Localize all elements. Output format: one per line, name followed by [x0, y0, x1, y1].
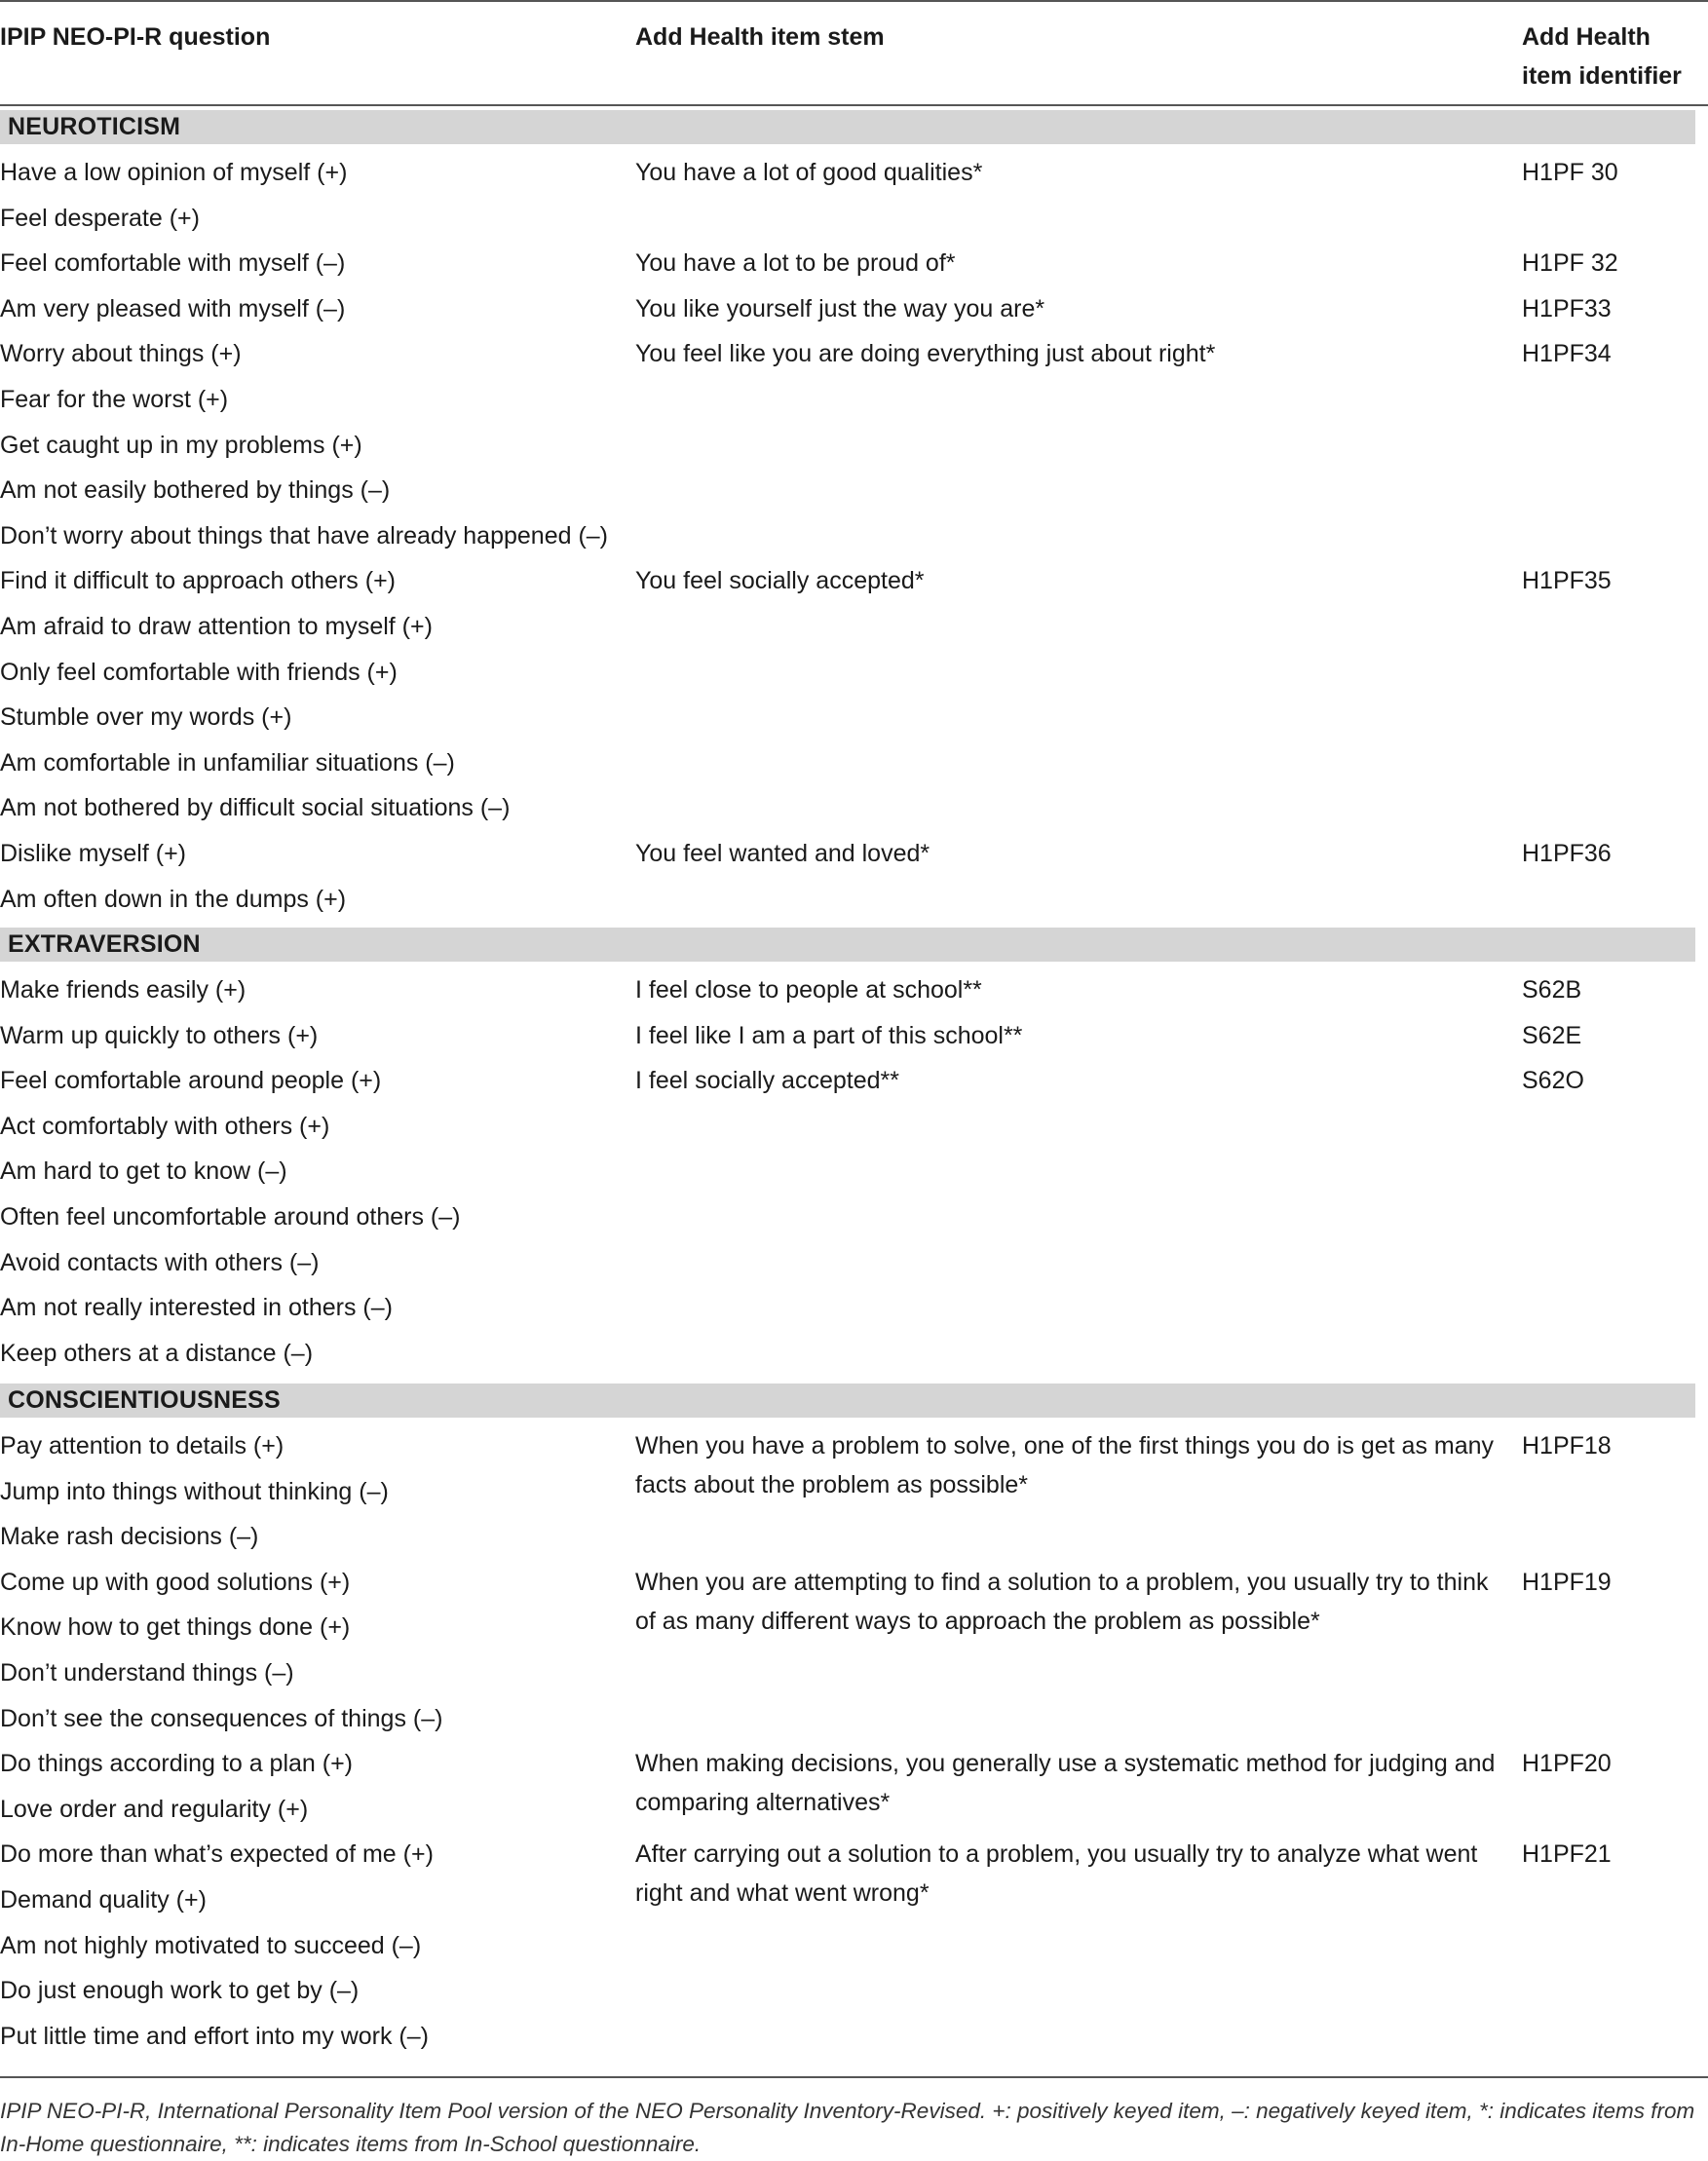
table-row: [0, 2017, 1708, 2062]
section-header: [0, 928, 1695, 962]
ipip-question-cell: Do just enough work to get by (–): [0, 1977, 360, 2005]
add-health-identifier-cell: H1PF21: [1522, 1840, 1612, 1869]
table-row: [0, 1608, 1708, 1652]
ipip-question-cell: Love order and regularity (+): [0, 1795, 309, 1823]
table-row: [0, 1016, 1708, 1061]
table-row: [0, 1472, 1708, 1517]
table-row: [0, 1653, 1708, 1698]
add-health-identifier-cell: H1PF33: [1522, 294, 1612, 322]
ipip-question-cell: Fear for the worst (+): [0, 386, 229, 413]
ipip-question-cell: Warm up quickly to others (+): [0, 1021, 319, 1049]
add-health-identifier-cell: S62O: [1522, 1067, 1584, 1095]
table-row: [0, 516, 1708, 561]
table-row: [0, 607, 1708, 652]
section-title: NEUROTICISM: [8, 113, 181, 140]
ipip-question-cell: Keep others at a distance (–): [0, 1339, 314, 1367]
table-row: [0, 653, 1708, 698]
table-row: [0, 698, 1708, 742]
ipip-question-cell: Feel comfortable around people (+): [0, 1067, 382, 1095]
ipip-question-cell: Am not bothered by difficult social situations (–): [0, 794, 511, 822]
table-row: [0, 471, 1708, 515]
add-health-stem-cell: You like yourself just the way you are*: [635, 294, 1045, 322]
section-header: [0, 110, 1695, 144]
ipip-question-cell: Avoid contacts with others (–): [0, 1248, 320, 1276]
ipip-question-cell: Worry about things (+): [0, 340, 242, 368]
ipip-question-cell: Feel comfortable with myself (–): [0, 249, 346, 278]
ipip-question-cell: Am not highly motivated to succeed (–): [0, 1931, 422, 1959]
table-row: [0, 561, 1708, 606]
ipip-question-cell: Am often down in the dumps (+): [0, 885, 347, 913]
table-row: [0, 743, 1708, 788]
ipip-question-cell: Feel desperate (+): [0, 204, 200, 232]
table-row: [0, 1061, 1708, 1106]
table-row: [0, 880, 1708, 925]
add-health-stem-cell: After carrying out a solution to a problem, you usually try to analyze what went right and what went wrong*: [635, 1840, 1478, 1908]
table-bottom-rule: [0, 2076, 1708, 2078]
add-health-identifier-cell: S62B: [1522, 976, 1582, 1004]
ipip-question-cell: Act comfortably with others (+): [0, 1112, 330, 1140]
add-health-stem-cell: I feel socially accepted**: [635, 1067, 899, 1095]
ipip-question-cell: Jump into things without thinking (–): [0, 1477, 389, 1505]
table-row: [0, 380, 1708, 425]
add-health-stem-cell: I feel like I am a part of this school**: [635, 1021, 1023, 1049]
header-add-health-stem: Add Health item stem: [635, 23, 885, 51]
table-row: [0, 334, 1708, 379]
section-title: EXTRAVERSION: [8, 930, 201, 958]
table-footnote: IPIP NEO-PI-R, International Personality Item Pool version of the NEO Personality Inventory-Revised. +: positively keyed item, –: negatively keyed item, *: indicates items from In-Home questionnaire, **: indicates items from In-School questionnaire.: [0, 2099, 1695, 2156]
add-health-identifier-cell: H1PF35: [1522, 567, 1612, 595]
ipip-question-cell: Get caught up in my problems (+): [0, 431, 362, 459]
ipip-question-cell: Demand quality (+): [0, 1886, 207, 1914]
add-health-identifier-cell: H1PF34: [1522, 340, 1612, 368]
ipip-question-cell: Do more than what’s expected of me (+): [0, 1840, 434, 1869]
table-row: [0, 1880, 1708, 1925]
header-rule: [0, 104, 1708, 106]
ipip-question-cell: Don’t understand things (–): [0, 1659, 294, 1687]
table-row: [0, 289, 1708, 334]
add-health-stem-cell: You have a lot of good qualities*: [635, 159, 983, 186]
ipip-question-cell: Am not easily bothered by things (–): [0, 476, 391, 505]
header-add-health-identifier: [1522, 18, 1682, 95]
header-identifier-line2: item identifier: [1522, 62, 1682, 90]
add-health-identifier-cell: H1PF 32: [1522, 249, 1618, 278]
ipip-question-cell: Am very pleased with myself (–): [0, 294, 346, 322]
add-health-stem-cell: When making decisions, you generally use a systematic method for judging and comparing alternatives*: [635, 1750, 1496, 1817]
ipip-question-cell: Pay attention to details (+): [0, 1432, 285, 1460]
table-row: [0, 1288, 1708, 1333]
add-health-identifier-cell: H1PF 30: [1522, 159, 1618, 186]
table-row: [0, 1197, 1708, 1242]
table-row: [0, 153, 1708, 198]
table-row: [0, 1699, 1708, 1744]
table-top-rule: [0, 0, 1708, 2]
add-health-stem-cell: I feel close to people at school**: [635, 976, 982, 1004]
add-health-stem-cell: When you have a problem to solve, one of the first things you do is get as many facts about the problem as possible*: [635, 1432, 1495, 1498]
add-health-identifier-cell: H1PF20: [1522, 1750, 1612, 1778]
add-health-identifier-cell: S62E: [1522, 1021, 1582, 1049]
add-health-stem-cell: You feel like you are doing everything just about right*: [635, 340, 1216, 368]
table-row: [0, 199, 1708, 244]
header-ipip-question: IPIP NEO-PI-R question: [0, 23, 271, 51]
ipip-question-cell: Make rash decisions (–): [0, 1523, 259, 1551]
ipip-question-cell: Stumble over my words (+): [0, 703, 292, 732]
ipip-question-cell: Dislike myself (+): [0, 840, 186, 867]
ipip-question-cell: Come up with good solutions (+): [0, 1568, 351, 1596]
section-header: [0, 1384, 1695, 1418]
add-health-identifier-cell: H1PF18: [1522, 1432, 1612, 1460]
add-health-stem-cell: You have a lot to be proud of*: [635, 249, 956, 278]
ipip-question-cell: Know how to get things done (+): [0, 1613, 351, 1642]
ipip-question-cell: Make friends easily (+): [0, 976, 247, 1004]
section-title: CONSCIENTIOUSNESS: [8, 1386, 281, 1414]
ipip-question-cell: Am not really interested in others (–): [0, 1294, 393, 1322]
add-health-stem-cell: When you are attempting to find a solution to a problem, you usually try to think of as many different ways to approach the problem as possible*: [635, 1568, 1489, 1635]
ipip-question-cell: Don’t see the consequences of things (–): [0, 1704, 443, 1732]
ipip-question-cell: Find it difficult to approach others (+): [0, 567, 396, 595]
table-row: [0, 788, 1708, 833]
table-row: [0, 1334, 1708, 1379]
header-identifier-line1: Add Health: [1522, 23, 1651, 51]
ipip-question-cell: Don’t worry about things that have already happened (–): [0, 521, 608, 550]
table-row: [0, 426, 1708, 471]
ipip-question-cell: Am hard to get to know (–): [0, 1157, 287, 1186]
add-health-identifier-cell: H1PF36: [1522, 840, 1612, 867]
ipip-question-cell: Often feel uncomfortable around others (–): [0, 1203, 461, 1231]
table-row: [0, 1107, 1708, 1152]
add-health-identifier-cell: H1PF19: [1522, 1568, 1612, 1596]
table-row: [0, 834, 1708, 879]
ipip-question-cell: Am afraid to draw attention to myself (+): [0, 613, 433, 640]
table-row: [0, 1926, 1708, 1971]
table-row: [0, 1243, 1708, 1288]
table-row: [0, 1517, 1708, 1562]
add-health-stem-cell: You feel wanted and loved*: [635, 840, 930, 867]
ipip-question-cell: Am comfortable in unfamiliar situations (–): [0, 748, 455, 777]
ipip-question-cell: Have a low opinion of myself (+): [0, 159, 348, 186]
table-row: [0, 244, 1708, 288]
ipip-question-cell: Do things according to a plan (+): [0, 1750, 354, 1778]
ipip-question-cell: Put little time and effort into my work (–): [0, 2022, 429, 2050]
table-row: [0, 1790, 1708, 1835]
ipip-question-cell: Only feel comfortable with friends (+): [0, 658, 398, 686]
add-health-stem-cell: You feel socially accepted*: [635, 567, 925, 595]
table-row: [0, 1971, 1708, 2016]
table-row: [0, 970, 1708, 1015]
table-row: [0, 1152, 1708, 1196]
